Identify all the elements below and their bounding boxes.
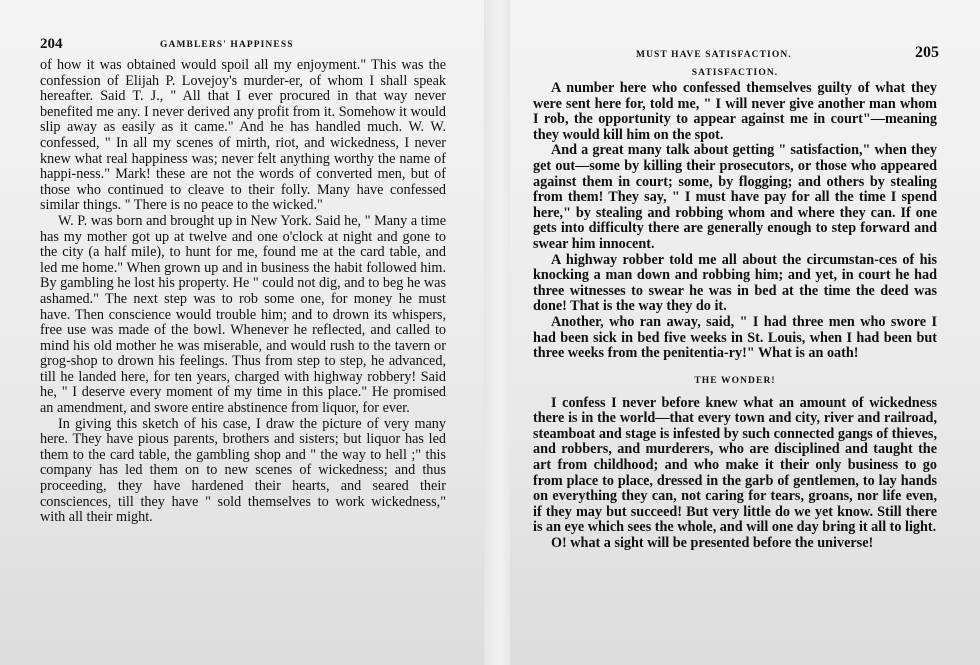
right-paragraph-1: A number here who confessed themselves guilty of what they were sent here for, told me, " I will never give another man whom I rob, the opportunity to appear against me in court"—meaning they would kill him on the spot. bbox=[533, 80, 937, 143]
book-gutter bbox=[484, 0, 510, 665]
section-heading-satisfaction: SATISFACTION. bbox=[691, 68, 779, 78]
right-running-head bbox=[533, 36, 937, 64]
right-paragraph-5: I confess I never before knew what an amount of wickedness there is in the world—that every town and city, river and railroad, steamboat and stage is infested by such connected gangs of thieves, and robbers, and murderers, who are disciplined and taught the art from childhood; and who make it their only business to go from place to place, dressed in the garb of gentlemen, to lay hands on everything they can, not caring for tears, groans, nor life even, if they may but succeed! But very little do we yet know. Still there is an eye which sees the whole, and will one day bring it all to light. bbox=[533, 394, 937, 536]
left-running-title: GAMBLERS' HAPPINESS bbox=[160, 40, 294, 50]
left-page-body bbox=[40, 58, 446, 526]
right-page-body bbox=[533, 68, 937, 552]
right-paragraph-3: A highway robber told me all about the circumstan-ces of his knocking a man down and robbing him; and yet, in court he had three witnesses to swear he was in bed at the time the deed was done! That is the way they do it. bbox=[533, 251, 937, 315]
left-page-number: 204 bbox=[40, 36, 63, 52]
right-page bbox=[533, 36, 937, 552]
left-paragraph-2: W. P. was born and brought up in New York. Said he, " Many a time has my mother got up at twelve and one o'clock at night and gone to the city (a half mile), to hunt for me, found me at the card table, and led me home." When grown up and in business the habit followed him. By gambling he lost his property. He " could not dig, and to beg he was ashamed." The next step was to rob some one, for money he must have. Then conscience would trouble him; and to drown its whispers, free use was made of the bowl. Whenever he reflected, and called to mind his old mother he was miserable, and would rush to the tavern or grog-shop to drown his feelings. Thus from step to step, he advanced, till he landed here, for ten years, charged with highway robbery! Said he, " I deserve every moment of my time in this place." He promised an amendment, and swore entire abstinence from liquor, for ever. bbox=[40, 212, 446, 417]
right-paragraph-2: And a great many talk about getting " satisfaction," when they get out—some by killing their prosecutors, or those who appeared against them in court; some, by flogging; and others by stealing from them! They say, " I must have pay for all the time I spend here," by stealing and robbing whom and where they can. If one gets into difficulty there are generally enough to step forward and swear him innocent. bbox=[533, 142, 937, 252]
right-paragraph-6: O! what a sight will be presented before the universe! bbox=[551, 535, 874, 552]
left-running-head bbox=[40, 36, 446, 58]
section-heading-wonder: THE WONDER! bbox=[694, 375, 776, 386]
left-paragraph-3: In giving this sketch of his case, I draw the picture of very many here. They have pious parents, brothers and sisters; but liquor has led them to the card table, the gambling shop and " the way to hell ;" this company has led them on to new scenes of wickedness; and thus proceeding, they have hardened their hearts, and seared their consciences, till they have " sold themselves to work wickedness," with all their might. bbox=[40, 415, 446, 526]
left-paragraph-1: of how it was obtained would spoil all my enjoyment." This was the confession of Elijah P. Lovejoy's murder-er, of whom I shall speak hereafter. Said T. J., " All that I ever procured in that way never benefited me any. I never derived any profit from it. Somehow it would slip away as easily as it came." And he has handled much. W. W. confessed, " In all my scenes of mirth, riot, and wickedness, I never knew what real happiness was; never felt anything worthy the name of happi-ness." Mark! these are not the words of converted men, but of those who continued to cleave to their folly. Many have confessed similar things. " There is no peace to the wicked." bbox=[40, 57, 446, 214]
right-running-title: MUST HAVE SATISFACTION. bbox=[636, 50, 792, 60]
right-page-number: 205 bbox=[915, 44, 939, 61]
right-paragraph-4: Another, who ran away, said, " I had three men who swore I had been sick in bed five weeks in St. Louis, when I had been but three weeks from the penitentia-ry!" What is an oath! bbox=[533, 313, 937, 362]
left-page bbox=[40, 36, 446, 526]
